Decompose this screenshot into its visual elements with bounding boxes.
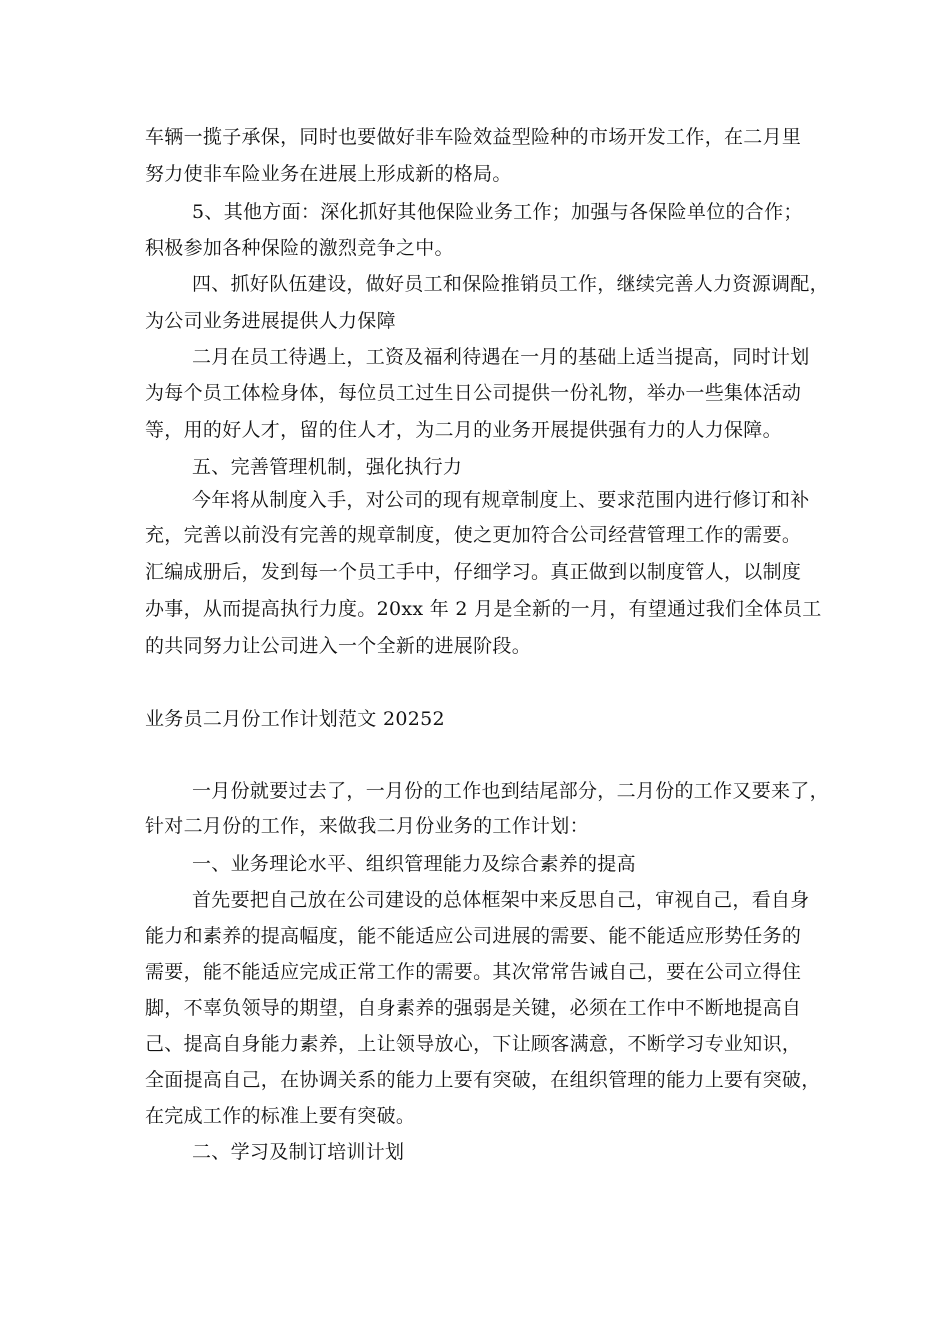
text-line: 需要，能不能适应完成正常工作的需要。其次常常告诫自己，要在公司立得住 [145,961,802,983]
text-line: 充，完善以前没有完善的规章制度，使之更加符合公司经营管理工作的需要。 [145,524,802,546]
section-heading: 为公司业务进展提供人力保障 [145,310,396,332]
text-line: 在完成工作的标准上要有突破。 [145,1105,416,1127]
section-heading: 一、业务理论水平、组织管理能力及综合素养的提高 [192,853,636,875]
section-heading: 五、完善管理机制，强化执行力 [192,456,463,478]
text-line: 己、提高自身能力素养，上让领导放心，下让顾客满意，不断学习专业知识， [145,1033,802,1055]
text-line: 二月在员工待遇上，工资及福利待遇在一月的基础上适当提高，同时计划 [192,346,810,368]
text-line: 一月份就要过去了，一月份的工作也到结尾部分，二月份的工作又要来了， [192,780,829,802]
text-line: 办事，从而提高执行力度。20xx 年 2 月是全新的一月，有望通过我们全体员工 [145,598,822,620]
document-title: 业务员二月份工作计划范文 20252 [145,708,445,730]
text-line: 5、其他方面：深化抓好其他保险业务工作；加强与各保险单位的合作； [192,201,803,223]
text-line: 针对二月份的工作，来做我二月份业务的工作计划： [145,815,589,837]
section-heading: 四、抓好队伍建设，做好员工和保险推销员工作，继续完善人力资源调配， [192,273,829,295]
text-line: 脚，不辜负领导的期望，自身素养的强弱是关键，必须在工作中不断地提高自 [145,997,802,1019]
text-line: 的共同努力让公司进入一个全新的进展阶段。 [145,635,532,657]
text-line: 车辆一揽子承保，同时也要做好非车险效益型险种的市场开发工作，在二月里 [145,126,802,148]
text-line: 能力和素养的提高幅度，能不能适应公司进展的需要、能不能适应形势任务的 [145,925,802,947]
text-line: 全面提高自己，在协调关系的能力上要有突破，在组织管理的能力上要有突破， [145,1069,821,1091]
text-line: 今年将从制度入手，对公司的现有规章制度上、要求范围内进行修订和补 [192,489,810,511]
text-line: 努力使非车险业务在进展上形成新的格局。 [145,163,512,185]
text-line: 等，用的好人才，留的住人才，为二月的业务开展提供强有力的人力保障。 [145,419,782,441]
section-heading: 二、学习及制订培训计划 [192,1141,405,1163]
text-line: 积极参加各种保险的激烈竞争之中。 [145,237,454,259]
text-line: 为每个员工体检身体，每位员工过生日公司提供一份礼物，举办一些集体活动 [145,382,802,404]
text-line: 首先要把自己放在公司建设的总体框架中来反思自己，审视自己，看自身 [192,889,810,911]
text-line: 汇编成册后，发到每一个员工手中，仔细学习。真正做到以制度管人，以制度 [145,561,802,583]
